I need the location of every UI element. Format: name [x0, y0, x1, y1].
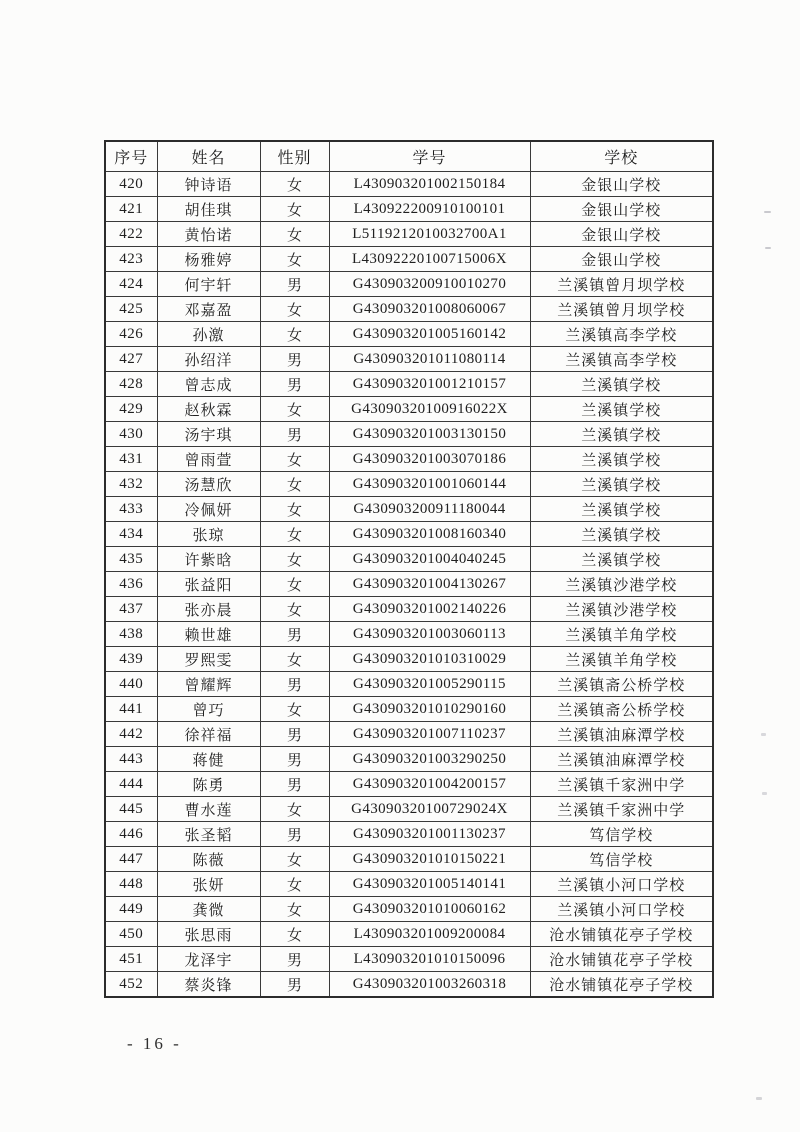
- cell-school: 兰溪镇曾月坝学校: [530, 272, 713, 297]
- table-row: [105, 972, 713, 998]
- cell-serial: 443: [105, 747, 157, 772]
- header-name: 姓名: [157, 141, 260, 172]
- cell-gender: 女: [260, 447, 329, 472]
- table-row: [105, 347, 713, 372]
- table-row: [105, 772, 713, 797]
- scan-artifact: [765, 247, 771, 249]
- cell-name: 孙激: [157, 322, 260, 347]
- cell-serial: 450: [105, 922, 157, 947]
- cell-name: 罗熙雯: [157, 647, 260, 672]
- cell-name: 徐祥福: [157, 722, 260, 747]
- table-row: [105, 397, 713, 422]
- header-gender: 性别: [260, 141, 329, 172]
- cell-gender: 男: [260, 947, 329, 972]
- cell-gender: 男: [260, 622, 329, 647]
- cell-name: 赖世雄: [157, 622, 260, 647]
- cell-school: 笃信学校: [530, 822, 713, 847]
- table-row: [105, 597, 713, 622]
- cell-serial: 428: [105, 372, 157, 397]
- cell-school: 兰溪镇斋公桥学校: [530, 697, 713, 722]
- cell-school: 笃信学校: [530, 847, 713, 872]
- cell-serial: 440: [105, 672, 157, 697]
- cell-serial: 441: [105, 697, 157, 722]
- cell-name: 张圣韬: [157, 822, 260, 847]
- header-serial: 序号: [105, 141, 157, 172]
- table-row: [105, 222, 713, 247]
- table-row: [105, 822, 713, 847]
- cell-serial: 426: [105, 322, 157, 347]
- student-table-body: [105, 172, 713, 998]
- cell-serial: 439: [105, 647, 157, 672]
- cell-gender: 男: [260, 272, 329, 297]
- cell-gender: 男: [260, 422, 329, 447]
- cell-serial: 424: [105, 272, 157, 297]
- cell-gender: 女: [260, 472, 329, 497]
- cell-name: 黄怡诺: [157, 222, 260, 247]
- cell-serial: 448: [105, 872, 157, 897]
- cell-student-id: G430903201011080114: [329, 347, 530, 372]
- cell-student-id: L430903201010150096: [329, 947, 530, 972]
- table-row: [105, 547, 713, 572]
- cell-school: 兰溪镇斋公桥学校: [530, 672, 713, 697]
- cell-gender: 男: [260, 772, 329, 797]
- table-row: [105, 647, 713, 672]
- cell-student-id: G430903201005140141: [329, 872, 530, 897]
- scan-artifact: [756, 1097, 762, 1100]
- cell-serial: 451: [105, 947, 157, 972]
- cell-student-id: G430903201003070186: [329, 447, 530, 472]
- cell-school: 兰溪镇千家洲中学: [530, 797, 713, 822]
- page-number: - 16 -: [127, 1034, 182, 1053]
- cell-school: 金银山学校: [530, 172, 713, 197]
- cell-school: 兰溪镇小河口学校: [530, 872, 713, 897]
- cell-gender: 女: [260, 897, 329, 922]
- cell-student-id: G430903201008160340: [329, 522, 530, 547]
- cell-student-id: G430903201004130267: [329, 572, 530, 597]
- cell-school: 兰溪镇学校: [530, 397, 713, 422]
- cell-student-id: G43090320100916022X: [329, 397, 530, 422]
- cell-student-id: G430903201001210157: [329, 372, 530, 397]
- table-row: [105, 297, 713, 322]
- cell-student-id: L430903201009200084: [329, 922, 530, 947]
- cell-serial: 447: [105, 847, 157, 872]
- cell-student-id: G430903201004040245: [329, 547, 530, 572]
- table-row: [105, 447, 713, 472]
- cell-student-id: G430903201002140226: [329, 597, 530, 622]
- cell-student-id: G430903201001130237: [329, 822, 530, 847]
- cell-gender: 女: [260, 647, 329, 672]
- table-row: [105, 747, 713, 772]
- cell-school: 兰溪镇高李学校: [530, 322, 713, 347]
- cell-serial: 432: [105, 472, 157, 497]
- cell-name: 曾雨萱: [157, 447, 260, 472]
- table-row: [105, 422, 713, 447]
- cell-school: 兰溪镇学校: [530, 372, 713, 397]
- cell-name: 杨雅婷: [157, 247, 260, 272]
- cell-serial: 431: [105, 447, 157, 472]
- table-row: [105, 247, 713, 272]
- cell-gender: 女: [260, 697, 329, 722]
- cell-serial: 429: [105, 397, 157, 422]
- table-row: [105, 572, 713, 597]
- cell-gender: 女: [260, 547, 329, 572]
- cell-name: 钟诗语: [157, 172, 260, 197]
- cell-student-id: G430903201003130150: [329, 422, 530, 447]
- cell-school: 金银山学校: [530, 247, 713, 272]
- cell-gender: 女: [260, 222, 329, 247]
- cell-name: 许紫晗: [157, 547, 260, 572]
- cell-student-id: G430903201005160142: [329, 322, 530, 347]
- cell-serial: 445: [105, 797, 157, 822]
- cell-gender: 女: [260, 497, 329, 522]
- cell-gender: 男: [260, 822, 329, 847]
- cell-school: 兰溪镇学校: [530, 472, 713, 497]
- cell-student-id: L43092220100715006X: [329, 247, 530, 272]
- cell-school: 兰溪镇学校: [530, 522, 713, 547]
- cell-student-id: G430903201008060067: [329, 297, 530, 322]
- table-row: [105, 197, 713, 222]
- cell-serial: 449: [105, 897, 157, 922]
- cell-gender: 女: [260, 572, 329, 597]
- cell-serial: 435: [105, 547, 157, 572]
- table-row: [105, 322, 713, 347]
- cell-school: 兰溪镇学校: [530, 547, 713, 572]
- cell-school: 兰溪镇小河口学校: [530, 897, 713, 922]
- cell-serial: 438: [105, 622, 157, 647]
- table-row: [105, 922, 713, 947]
- cell-serial: 446: [105, 822, 157, 847]
- cell-name: 汤慧欣: [157, 472, 260, 497]
- cell-name: 蔡炎锋: [157, 972, 260, 998]
- table-row: [105, 697, 713, 722]
- cell-student-id: L430922200910100101: [329, 197, 530, 222]
- cell-serial: 433: [105, 497, 157, 522]
- cell-name: 邓嘉盈: [157, 297, 260, 322]
- cell-school: 兰溪镇学校: [530, 422, 713, 447]
- cell-student-id: L5119212010032700A1: [329, 222, 530, 247]
- cell-gender: 男: [260, 372, 329, 397]
- cell-school: 兰溪镇羊角学校: [530, 622, 713, 647]
- cell-name: 胡佳琪: [157, 197, 260, 222]
- table-row: [105, 722, 713, 747]
- cell-serial: 434: [105, 522, 157, 547]
- cell-serial: 444: [105, 772, 157, 797]
- cell-student-id: G430903201004200157: [329, 772, 530, 797]
- cell-school: 兰溪镇学校: [530, 447, 713, 472]
- cell-name: 陈薇: [157, 847, 260, 872]
- cell-serial: 452: [105, 972, 157, 998]
- cell-name: 龙泽宇: [157, 947, 260, 972]
- cell-gender: 女: [260, 397, 329, 422]
- table-row: [105, 672, 713, 697]
- cell-gender: 男: [260, 672, 329, 697]
- table-row: [105, 847, 713, 872]
- table-row: [105, 522, 713, 547]
- header-school: 学校: [530, 141, 713, 172]
- cell-gender: 女: [260, 597, 329, 622]
- student-roster-table: [104, 140, 714, 998]
- cell-gender: 男: [260, 722, 329, 747]
- cell-serial: 422: [105, 222, 157, 247]
- cell-name: 张妍: [157, 872, 260, 897]
- cell-school: 沧水铺镇花亭子学校: [530, 922, 713, 947]
- cell-name: 曾巧: [157, 697, 260, 722]
- cell-student-id: G430903201003060113: [329, 622, 530, 647]
- cell-serial: 430: [105, 422, 157, 447]
- cell-gender: 女: [260, 847, 329, 872]
- cell-name: 曹水莲: [157, 797, 260, 822]
- scan-artifact: [764, 211, 771, 213]
- table-row: [105, 897, 713, 922]
- cell-gender: 男: [260, 747, 329, 772]
- cell-gender: 男: [260, 347, 329, 372]
- cell-name: 龚微: [157, 897, 260, 922]
- scan-artifact: [761, 733, 766, 736]
- table-row: [105, 872, 713, 897]
- cell-student-id: G43090320100729024X: [329, 797, 530, 822]
- cell-school: 兰溪镇学校: [530, 497, 713, 522]
- cell-name: 曾志成: [157, 372, 260, 397]
- cell-gender: 女: [260, 872, 329, 897]
- cell-school: 兰溪镇沙港学校: [530, 572, 713, 597]
- cell-serial: 420: [105, 172, 157, 197]
- cell-gender: 女: [260, 247, 329, 272]
- header-row: [105, 141, 713, 172]
- table-row: [105, 372, 713, 397]
- cell-serial: 427: [105, 347, 157, 372]
- table-row: [105, 947, 713, 972]
- cell-name: 孙绍洋: [157, 347, 260, 372]
- cell-name: 张思雨: [157, 922, 260, 947]
- cell-student-id: G430903200911180044: [329, 497, 530, 522]
- cell-school: 兰溪镇千家洲中学: [530, 772, 713, 797]
- cell-serial: 436: [105, 572, 157, 597]
- cell-gender: 女: [260, 322, 329, 347]
- table-row: [105, 472, 713, 497]
- cell-student-id: G430903201005290115: [329, 672, 530, 697]
- cell-student-id: G430903201007110237: [329, 722, 530, 747]
- cell-gender: 女: [260, 172, 329, 197]
- cell-name: 曾耀辉: [157, 672, 260, 697]
- table-header: [105, 141, 713, 172]
- cell-student-id: G430903201003260318: [329, 972, 530, 998]
- cell-school: 金银山学校: [530, 222, 713, 247]
- cell-school: 金银山学校: [530, 197, 713, 222]
- cell-school: 兰溪镇羊角学校: [530, 647, 713, 672]
- cell-student-id: G430903201003290250: [329, 747, 530, 772]
- cell-name: 陈勇: [157, 772, 260, 797]
- header-student-id: 学号: [329, 141, 530, 172]
- cell-serial: 423: [105, 247, 157, 272]
- cell-name: 张琼: [157, 522, 260, 547]
- cell-gender: 女: [260, 797, 329, 822]
- table-row: [105, 172, 713, 197]
- cell-school: 兰溪镇高李学校: [530, 347, 713, 372]
- cell-gender: 男: [260, 972, 329, 998]
- cell-school: 兰溪镇曾月坝学校: [530, 297, 713, 322]
- cell-name: 张益阳: [157, 572, 260, 597]
- cell-name: 何宇轩: [157, 272, 260, 297]
- scan-artifact: [762, 792, 767, 795]
- cell-gender: 女: [260, 922, 329, 947]
- table-row: [105, 622, 713, 647]
- cell-gender: 女: [260, 297, 329, 322]
- cell-serial: 442: [105, 722, 157, 747]
- table-row: [105, 797, 713, 822]
- cell-student-id: G430903201010060162: [329, 897, 530, 922]
- cell-name: 张亦晨: [157, 597, 260, 622]
- cell-school: 兰溪镇油麻潭学校: [530, 722, 713, 747]
- cell-serial: 425: [105, 297, 157, 322]
- cell-school: 沧水铺镇花亭子学校: [530, 947, 713, 972]
- table-row: [105, 497, 713, 522]
- cell-school: 兰溪镇油麻潭学校: [530, 747, 713, 772]
- cell-gender: 女: [260, 522, 329, 547]
- cell-serial: 437: [105, 597, 157, 622]
- cell-gender: 女: [260, 197, 329, 222]
- cell-student-id: G430903201001060144: [329, 472, 530, 497]
- cell-name: 蒋健: [157, 747, 260, 772]
- cell-name: 汤宇琪: [157, 422, 260, 447]
- table-row: [105, 272, 713, 297]
- cell-student-id: G430903201010310029: [329, 647, 530, 672]
- cell-student-id: G430903200910010270: [329, 272, 530, 297]
- cell-student-id: G430903201010150221: [329, 847, 530, 872]
- cell-school: 兰溪镇沙港学校: [530, 597, 713, 622]
- cell-student-id: G430903201010290160: [329, 697, 530, 722]
- cell-name: 冷佩妍: [157, 497, 260, 522]
- cell-name: 赵秋霖: [157, 397, 260, 422]
- cell-student-id: L430903201002150184: [329, 172, 530, 197]
- cell-school: 沧水铺镇花亭子学校: [530, 972, 713, 998]
- cell-serial: 421: [105, 197, 157, 222]
